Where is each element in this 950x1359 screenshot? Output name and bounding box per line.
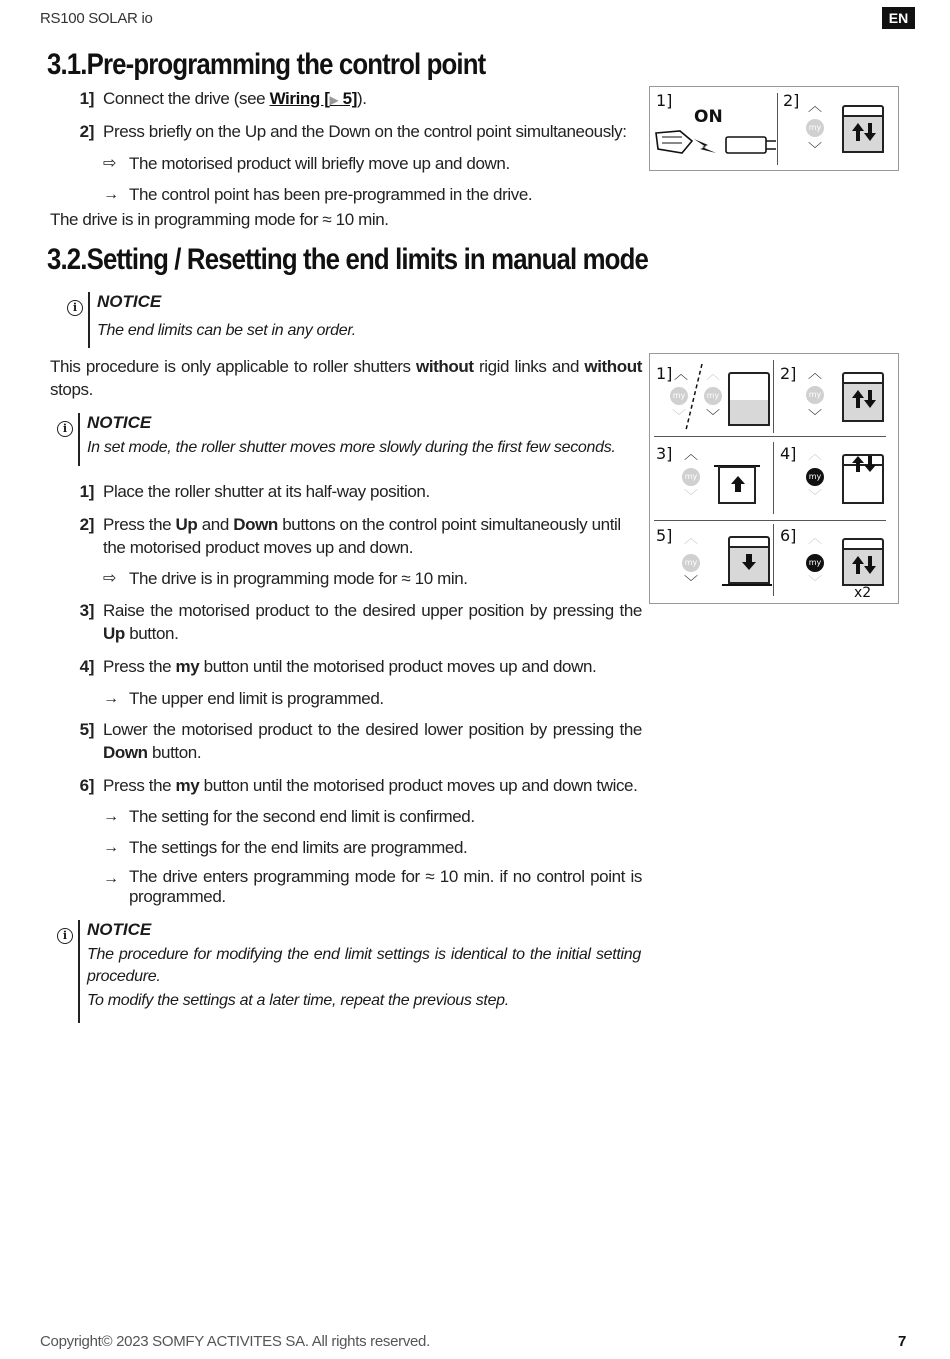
notice-box	[78, 920, 641, 1023]
figure-preprogramming	[649, 86, 899, 171]
hollow-arrow-icon: ⇨	[103, 570, 117, 587]
my-button-icon: my	[806, 468, 824, 486]
figure-label: 2]	[780, 364, 797, 383]
notice-title: NOTICE	[87, 920, 152, 939]
figure-label: 1]	[656, 91, 673, 110]
figure-end-limits	[649, 353, 899, 604]
section-title-3-1: 3.1.Pre-programming the control point	[47, 48, 486, 81]
my-button-icon: my	[682, 554, 700, 572]
step-number: 2]	[79, 122, 94, 141]
product-name: RS100 SOLAR io	[40, 10, 153, 27]
figure-label: 5]	[656, 526, 673, 545]
arrow-icon: →	[103, 690, 119, 707]
figure-label: 2]	[783, 91, 800, 110]
shutter-icon	[842, 460, 884, 504]
page-number: 7	[898, 1333, 907, 1350]
step-number: 1]	[79, 89, 94, 108]
intro-paragraph: This procedure is only applicable to roller shutters without rigid links and without stops.	[50, 357, 642, 399]
down-icon: ﹀	[706, 409, 720, 425]
shutter-icon	[718, 466, 756, 504]
shutter-icon	[842, 378, 884, 422]
wiring-link[interactable]: Wiring [▶ 5]	[269, 89, 357, 108]
divider	[777, 93, 778, 165]
arrow-icon: →	[103, 186, 119, 203]
shutter-icon	[728, 378, 770, 426]
info-icon: i	[67, 300, 83, 316]
down-icon: ﹀	[808, 409, 822, 425]
hollow-arrow-icon: ⇨	[103, 155, 117, 172]
notice-box	[88, 292, 356, 348]
notice-text: The end limits can be set in any order.	[97, 322, 356, 339]
my-button-icon: my	[806, 119, 824, 137]
notice-title: NOTICE	[87, 413, 152, 432]
notice-text: The procedure for modifying the end limit settings is identical to the initial setting procedure.	[87, 946, 641, 985]
up-icon: ︿	[684, 531, 698, 547]
arrow-icon: →	[103, 870, 119, 887]
figure-label: 1]	[656, 364, 673, 383]
language-badge: EN	[882, 7, 915, 29]
figure-label: 6]	[780, 526, 797, 545]
connector-icon	[652, 125, 777, 165]
programming-mode-note: The drive is in programming mode for ≈ 10 min.	[50, 210, 389, 229]
down-icon: ﹀	[672, 409, 686, 425]
my-button-icon: my	[682, 468, 700, 486]
shutter-icon	[728, 542, 770, 584]
down-icon: ﹀	[808, 489, 822, 505]
play-icon: ▶	[329, 93, 339, 107]
figure-label: 4]	[780, 444, 797, 463]
up-icon: ︿	[808, 366, 822, 382]
shutter-icon	[842, 111, 884, 153]
up-icon: ︿	[706, 367, 720, 383]
notice-box	[78, 413, 616, 466]
down-icon: ﹀	[808, 575, 822, 591]
notice-title: NOTICE	[97, 292, 162, 311]
down-icon: ﹀	[684, 489, 698, 505]
up-icon: ︿	[684, 447, 698, 463]
section-title-3-2: 3.2.Setting / Resetting the end limits in manual mode	[47, 243, 648, 276]
step-text: Connect the drive (see	[103, 89, 270, 108]
my-button-icon: my	[704, 387, 722, 405]
repeat-count: x2	[854, 585, 872, 601]
arrow-icon: →	[103, 808, 119, 825]
on-label: ON	[694, 107, 723, 127]
down-icon: ﹀	[684, 575, 698, 591]
up-icon: ︿	[808, 447, 822, 463]
down-icon: ﹀	[808, 142, 822, 158]
up-icon: ︿	[808, 99, 822, 115]
info-icon: i	[57, 421, 73, 437]
notice-text: In set mode, the roller shutter moves more slowly during the first few seconds.	[87, 439, 616, 456]
shutter-icon	[842, 544, 884, 586]
up-icon: ︿	[674, 367, 688, 383]
figure-label: 3]	[656, 444, 673, 463]
step-text: Press briefly on the Up and the Down on the control point simultaneously:	[103, 122, 627, 141]
copyright: Copyright© 2023 SOMFY ACTIVITES SA. All rights reserved.	[40, 1333, 430, 1350]
my-button-icon: my	[806, 554, 824, 572]
up-icon: ︿	[808, 531, 822, 547]
arrow-icon: →	[103, 839, 119, 856]
my-button-icon: my	[670, 387, 688, 405]
my-button-icon: my	[806, 386, 824, 404]
info-icon: i	[57, 928, 73, 944]
notice-text: To modify the settings at a later time, repeat the previous step.	[87, 992, 509, 1009]
